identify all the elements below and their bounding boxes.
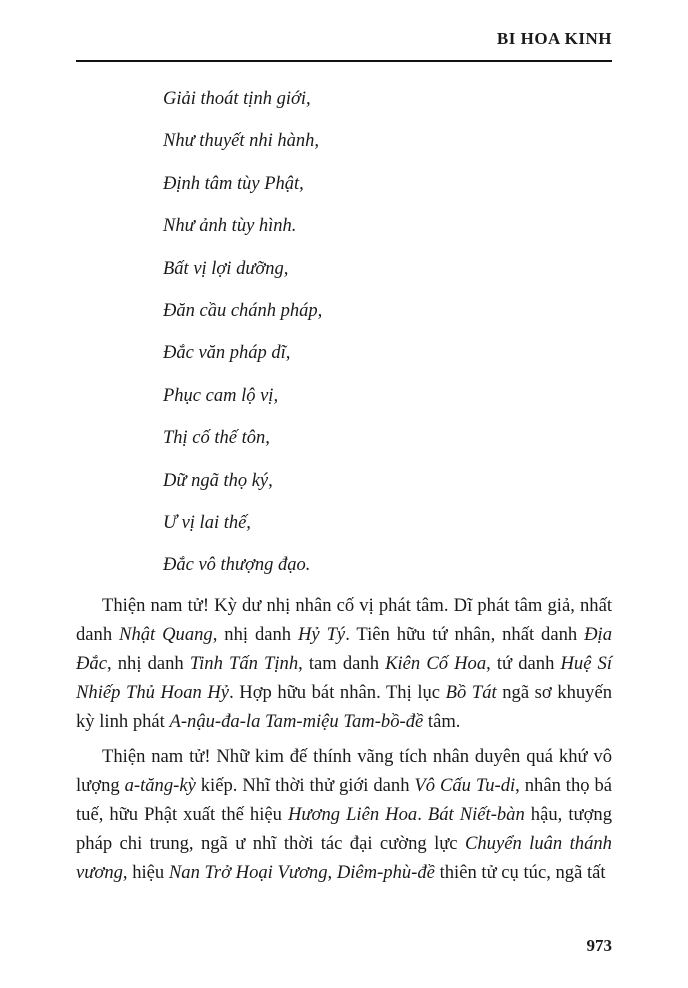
text-run: ngã sơ khuyến kỳ linh phát: [76, 682, 613, 732]
italic-term: Huệ Sí Nhiếp Thủ Hoan Hỷ: [76, 653, 613, 703]
text-run: . Tiên hữu tứ nhân, nhất danh: [345, 624, 585, 645]
text-run: tâm.: [423, 711, 461, 732]
text-run: ,: [327, 862, 337, 883]
running-title: BI HOA KINH: [496, 29, 612, 48]
verse-line: Thị cố thế tôn,: [163, 428, 270, 449]
text-run: hậu, tượng pháp chi trung, ngã ư nhĩ thời tác đại cường lực: [76, 804, 612, 854]
italic-term: Vô Cấu Tu-di: [414, 775, 516, 796]
text-run: . Hợp hữu bát nhân. Thị lục: [229, 682, 446, 703]
italic-term: Kiên Cố Hoa: [385, 653, 487, 674]
text-run: , tứ danh: [486, 653, 561, 674]
text-run: , nhị danh: [212, 624, 298, 645]
page-number: 973: [586, 936, 612, 955]
italic-term: Chuyển luân thánh vương: [76, 833, 612, 883]
italic-term: Bồ Tát: [445, 682, 497, 703]
verse-line: Ư vị lai thế,: [163, 512, 251, 533]
italic-term: Diêm-phù-đề: [336, 862, 435, 883]
verse-line: Định tâm tùy Phật,: [163, 173, 304, 194]
verse-line: Đắc vô thượng đạo.: [163, 555, 311, 576]
italic-term: Hương Liên Hoa: [287, 804, 418, 825]
text-run: thiên tử cụ túc, ngã tất: [434, 862, 606, 883]
text-run: , nhị danh: [106, 653, 190, 674]
text-run: kiếp. Nhĩ thời thử giới danh: [195, 775, 415, 796]
verse-line: Bất vị lợi dưỡng,: [163, 258, 289, 279]
verse-line: Như thuyết nhi hành,: [163, 131, 320, 152]
italic-term: Nhật Quang: [119, 624, 213, 645]
paragraph: [76, 742, 612, 887]
italic-term: a-tăng-kỳ: [124, 775, 196, 796]
verse-line: Dữ ngã thọ ký,: [163, 470, 273, 491]
text-run: Thiện nam tử! Kỳ dư nhị nhân cố vị phát tâm. Dĩ phát tâm giả, nhất danh: [76, 595, 612, 645]
italic-term: Hỷ Tý: [298, 624, 346, 645]
verse-line: Phục cam lộ vị,: [163, 385, 279, 406]
italic-term: Bát Niết-bàn: [427, 804, 525, 825]
verse-line: Đắc văn pháp dĩ,: [163, 343, 291, 364]
text-run: , tam danh: [298, 653, 386, 674]
verse-line: Như ảnh tùy hình.: [163, 216, 297, 237]
text-run: , nhân thọ bá tuế, hữu Phật xuất thế hiệu: [76, 775, 612, 825]
text-run: .: [417, 804, 428, 825]
text-run: Thiện nam tử! Nhữ kim đế thính vãng tích nhân duyên quá khứ vô lượng: [76, 746, 612, 796]
paragraph: [76, 591, 612, 736]
italic-term: Nan Trở Hoại Vương: [168, 862, 328, 883]
verse-line: Đăn cầu chánh pháp,: [163, 300, 323, 321]
verse-block: [163, 84, 322, 593]
italic-term: A-nậu-đa-la Tam-miệu Tam-bồ-đề: [169, 711, 424, 732]
text-run: , hiệu: [122, 862, 169, 883]
italic-term: Tinh Tấn Tịnh: [189, 653, 299, 674]
verse-line: Giải thoát tịnh giới,: [163, 89, 311, 109]
prose-body: [76, 591, 612, 893]
italic-term: Địa Đắc: [76, 624, 612, 674]
running-header: [76, 26, 612, 62]
